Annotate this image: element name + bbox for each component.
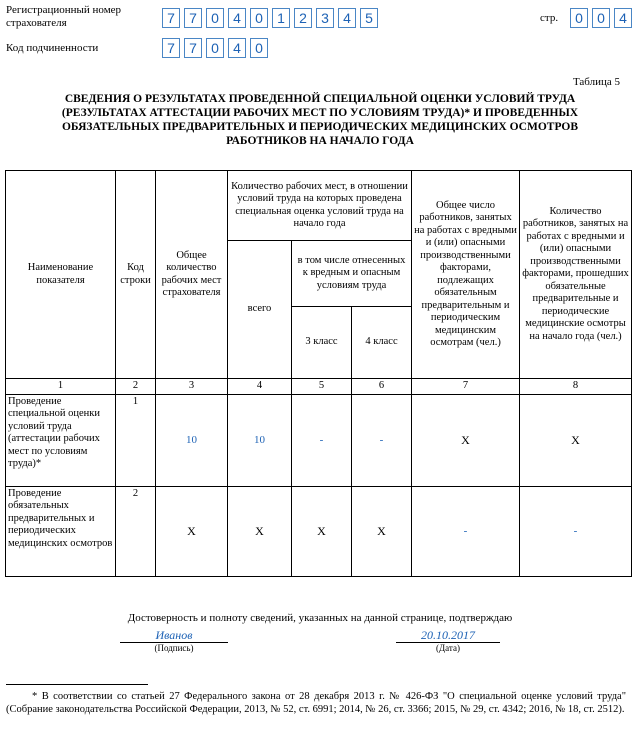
col-number: 5: [292, 379, 352, 395]
reg-digit: 3: [316, 8, 334, 28]
signature-value[interactable]: Иванов: [120, 628, 228, 643]
col-header-assessed-group: Количество рабочих мест, в отношении условий труда на которых проведена специальная оценка условий труда на начало года: [228, 171, 412, 241]
row-name: Проведение обязательных предварительных и периодических медицинских осмотров: [6, 486, 116, 576]
sub-digit: 0: [250, 38, 268, 58]
cell-assessed-total: X: [228, 486, 292, 576]
page-number-cells[interactable]: [570, 8, 636, 28]
sub-digit: 7: [184, 38, 202, 58]
footnote-divider: [6, 684, 148, 685]
reg-digit: 4: [338, 8, 356, 28]
col-header-code: Код строки: [116, 171, 156, 379]
col-number: 7: [412, 379, 520, 395]
cell-class-3[interactable]: -: [292, 394, 352, 486]
footnote-text: * В соответствии со статьей 27 Федерального закона от 28 декабря 2013 г. № 426-ФЗ "О специальной оценке условий труда" (Собрание законодательства Российской Федерации, 2013, № 52, ст. 6991; 2014, № 26, ст. 3366; 2015, № 29, ст. 4342; 2016, № 18, ст. 2512).: [6, 691, 626, 715]
confirmation-text: Достоверность и полноту сведений, указанных на данной странице, подтверждаю: [127, 612, 513, 624]
reg-digit: 1: [272, 8, 290, 28]
cell-total-workplaces[interactable]: 10: [156, 394, 228, 486]
reg-number-cells[interactable]: [162, 8, 382, 28]
col-header-workers-subject: Общее число работников, занятых на работах с вредными и (или) опасными производственными факторами, подлежащих обязательным предварительным и периодическим медицинским осмотрам (чел.): [412, 171, 520, 379]
cell-workers-subject: X: [412, 394, 520, 486]
row-code: 2: [116, 486, 156, 576]
table-row: [6, 486, 632, 576]
col-header-indicator: Наименование показателя: [6, 171, 116, 379]
reg-digit: 0: [250, 8, 268, 28]
form-title: СВЕДЕНИЯ О РЕЗУЛЬТАТАХ ПРОВЕДЕННОЙ СПЕЦИАЛЬНОЙ ОЦЕНКИ УСЛОВИЙ ТРУДА (РЕЗУЛЬТАТАХ АТТЕСТАЦИИ РАБОЧИХ МЕСТ ПО УСЛОВИЯМ ТРУДА)* И ПРОВЕДЕННЫХ ОБЯЗАТЕЛЬНЫХ ПРЕДВАРИТЕЛЬНЫХ И ПЕРИОДИЧЕСКИХ МЕДИЦИНСКИХ ОСМОТРОВ РАБОТНИКОВ НА НАЧАЛО ГОДА: [61, 93, 579, 147]
col-header-class-3: 3 класс: [292, 307, 352, 379]
cell-class-3: X: [292, 486, 352, 576]
col-header-total: всего: [228, 241, 292, 379]
cell-total-workplaces: X: [156, 486, 228, 576]
col-header-workers-passed: Количество работников, занятых на работах с вредными и (или) опасными производственными факторами, прошедших обязательные предварительные и периодические медицинские осмотры на начало года (чел.): [520, 171, 632, 379]
sub-digit: 4: [228, 38, 246, 58]
reg-number-label: Регистрационный номер страхователя: [6, 4, 122, 29]
sub-digit: 7: [162, 38, 180, 58]
date-value[interactable]: 20.10.2017: [396, 628, 500, 643]
date-caption: (Дата): [436, 643, 460, 653]
date-block: [396, 628, 500, 653]
reg-digit: 7: [162, 8, 180, 28]
col-header-class-4: 4 класс: [352, 307, 412, 379]
signature-caption: (Подпись): [154, 643, 194, 653]
row-name: Проведение специальной оценки условий труда (аттестации рабочих мест по условиям труда)*: [6, 394, 116, 486]
col-number: 2: [116, 379, 156, 395]
cell-class-4: X: [352, 486, 412, 576]
cell-workers-passed: X: [520, 394, 632, 486]
sub-digit: 0: [206, 38, 224, 58]
reg-digit: 4: [228, 8, 246, 28]
reg-digit: 5: [360, 8, 378, 28]
col-number: 6: [352, 379, 412, 395]
header-row: [6, 171, 632, 241]
page-digit: 4: [614, 8, 632, 28]
table-row: [6, 394, 632, 486]
cell-workers-passed[interactable]: -: [520, 486, 632, 576]
row-code: 1: [116, 394, 156, 486]
subordination-code-cells[interactable]: [162, 38, 272, 58]
col-header-hazardous: в том числе отнесенных к вредным и опасным условиям труда: [292, 241, 412, 307]
cell-class-4[interactable]: -: [352, 394, 412, 486]
reg-digit: 7: [184, 8, 202, 28]
page-digit: 0: [570, 8, 588, 28]
col-number: 3: [156, 379, 228, 395]
col-header-total-workplaces: Общее количество рабочих мест страхователя: [156, 171, 228, 379]
reg-digit: 0: [206, 8, 224, 28]
table-number-label: Таблица 5: [572, 76, 620, 88]
column-numbers-row: [6, 379, 632, 395]
col-number: 4: [228, 379, 292, 395]
cell-workers-subject[interactable]: -: [412, 486, 520, 576]
col-number: 1: [6, 379, 116, 395]
results-table: [5, 170, 632, 577]
subordination-code-label: Код подчиненности: [6, 42, 99, 54]
cell-assessed-total[interactable]: 10: [228, 394, 292, 486]
signature-block: [120, 628, 228, 653]
col-number: 8: [520, 379, 632, 395]
page-label: стр.: [540, 12, 559, 24]
page-digit: 0: [592, 8, 610, 28]
reg-digit: 2: [294, 8, 312, 28]
